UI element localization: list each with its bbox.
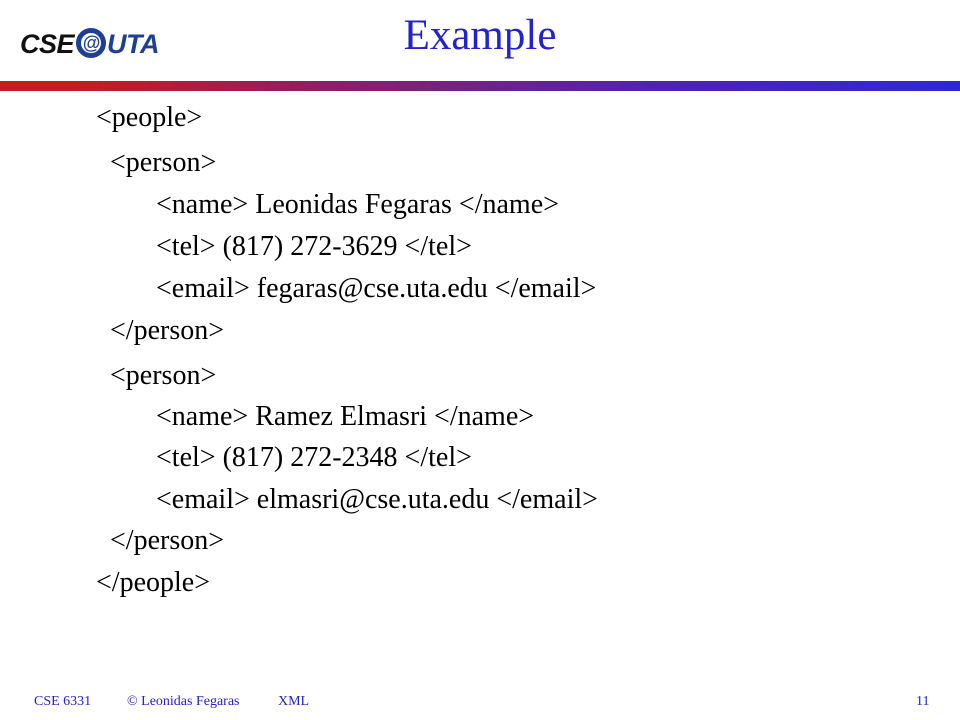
- code-line-people-close: </people>: [96, 567, 210, 598]
- code-line-email: <email> fegaras@cse.uta.edu </email>: [156, 273, 597, 304]
- title-divider: [0, 81, 960, 91]
- code-line-tel: <tel> (817) 272-2348 </tel>: [156, 442, 472, 473]
- code-line-person-open: <person>: [110, 360, 217, 391]
- logo-text-uta: UTA: [107, 28, 160, 59]
- code-line-email: <email> elmasri@cse.uta.edu </email>: [156, 484, 598, 515]
- footer-author: © Leonidas Fegaras: [127, 694, 240, 709]
- logo-at-icon: @: [76, 28, 106, 58]
- code-line-person-open: <person>: [110, 147, 217, 178]
- code-line-people-open: <people>: [96, 102, 203, 133]
- footer-topic: XML: [278, 694, 310, 709]
- slide-title: Example: [403, 12, 557, 59]
- code-line-name: <name> Ramez Elmasri </name>: [156, 401, 535, 432]
- code-line-name: <name> Leonidas Fegaras </name>: [156, 189, 559, 220]
- logo-text-cse: CSE: [20, 28, 75, 59]
- code-line-tel: <tel> (817) 272-3629 </tel>: [156, 231, 472, 262]
- page-number: 11: [916, 694, 930, 709]
- code-line-person-close: </person>: [110, 525, 225, 556]
- code-line-person-close: </person>: [110, 315, 225, 346]
- footer-course: CSE 6331: [34, 694, 92, 709]
